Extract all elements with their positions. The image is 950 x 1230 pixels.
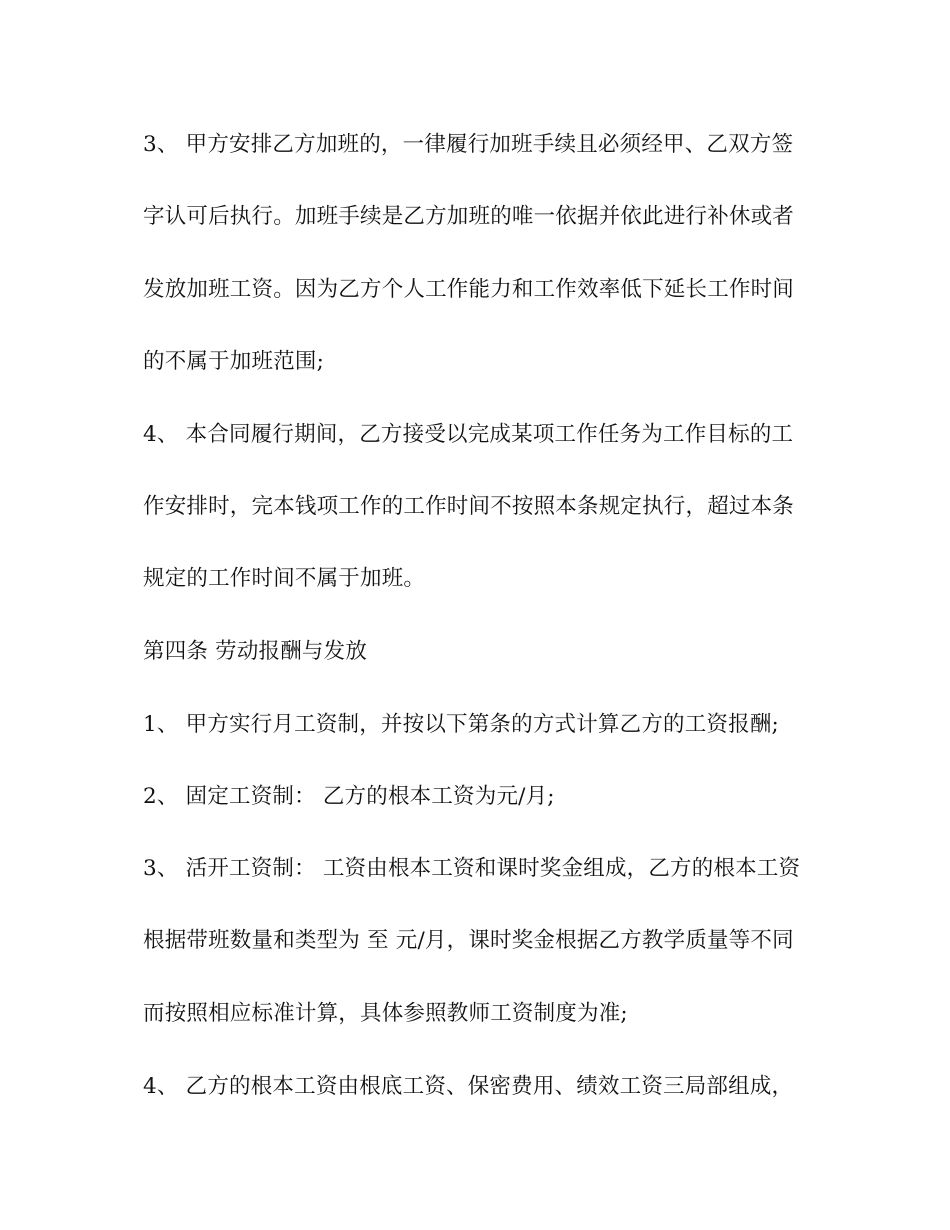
paragraph-line: 发放加班工资。因为乙方个人工作能力和工作效率低下延长工作时间 bbox=[143, 277, 795, 302]
paragraph-line: 而按照相应标准计算，具体参照教师工资制度为准; bbox=[143, 1001, 628, 1026]
paragraph-line: 作安排时，完本钱项工作的工作时间不按照本条规定执行，超过本条 bbox=[143, 494, 795, 519]
paragraph-line: 3、 活开工资制： 工资由根本工资和课时奖金组成，乙方的根本工资 bbox=[143, 856, 801, 881]
paragraph-line: 的不属于加班范围; bbox=[143, 349, 325, 374]
paragraph-line: 根据带班数量和类型为 至 元/月，课时奖金根据乙方教学质量等不同 bbox=[143, 928, 794, 953]
paragraph-line: 3、 甲方安排乙方加班的，一律履行加班手续且必须经甲、乙双方签 bbox=[143, 132, 794, 157]
paragraph-line: 2、 固定工资制： 乙方的根本工资为元/月; bbox=[143, 784, 555, 809]
paragraph-line: 4、 本合同履行期间，乙方接受以完成某项工作任务为工作目标的工 bbox=[143, 422, 794, 447]
paragraph-line: 1、 甲方实行月工资制，并按以下第条的方式计算乙方的工资报酬; bbox=[143, 712, 779, 737]
paragraph-line: 字认可后执行。加班手续是乙方加班的唯一依据并依此进行补休或者 bbox=[143, 204, 795, 229]
paragraph-line: 4、 乙方的根本工资由根底工资、保密费用、绩效工资三局部组成， bbox=[143, 1074, 794, 1099]
section-heading: 第四条 劳动报酬与发放 bbox=[143, 639, 368, 664]
paragraph-line: 规定的工作时间不属于加班。 bbox=[143, 566, 426, 591]
